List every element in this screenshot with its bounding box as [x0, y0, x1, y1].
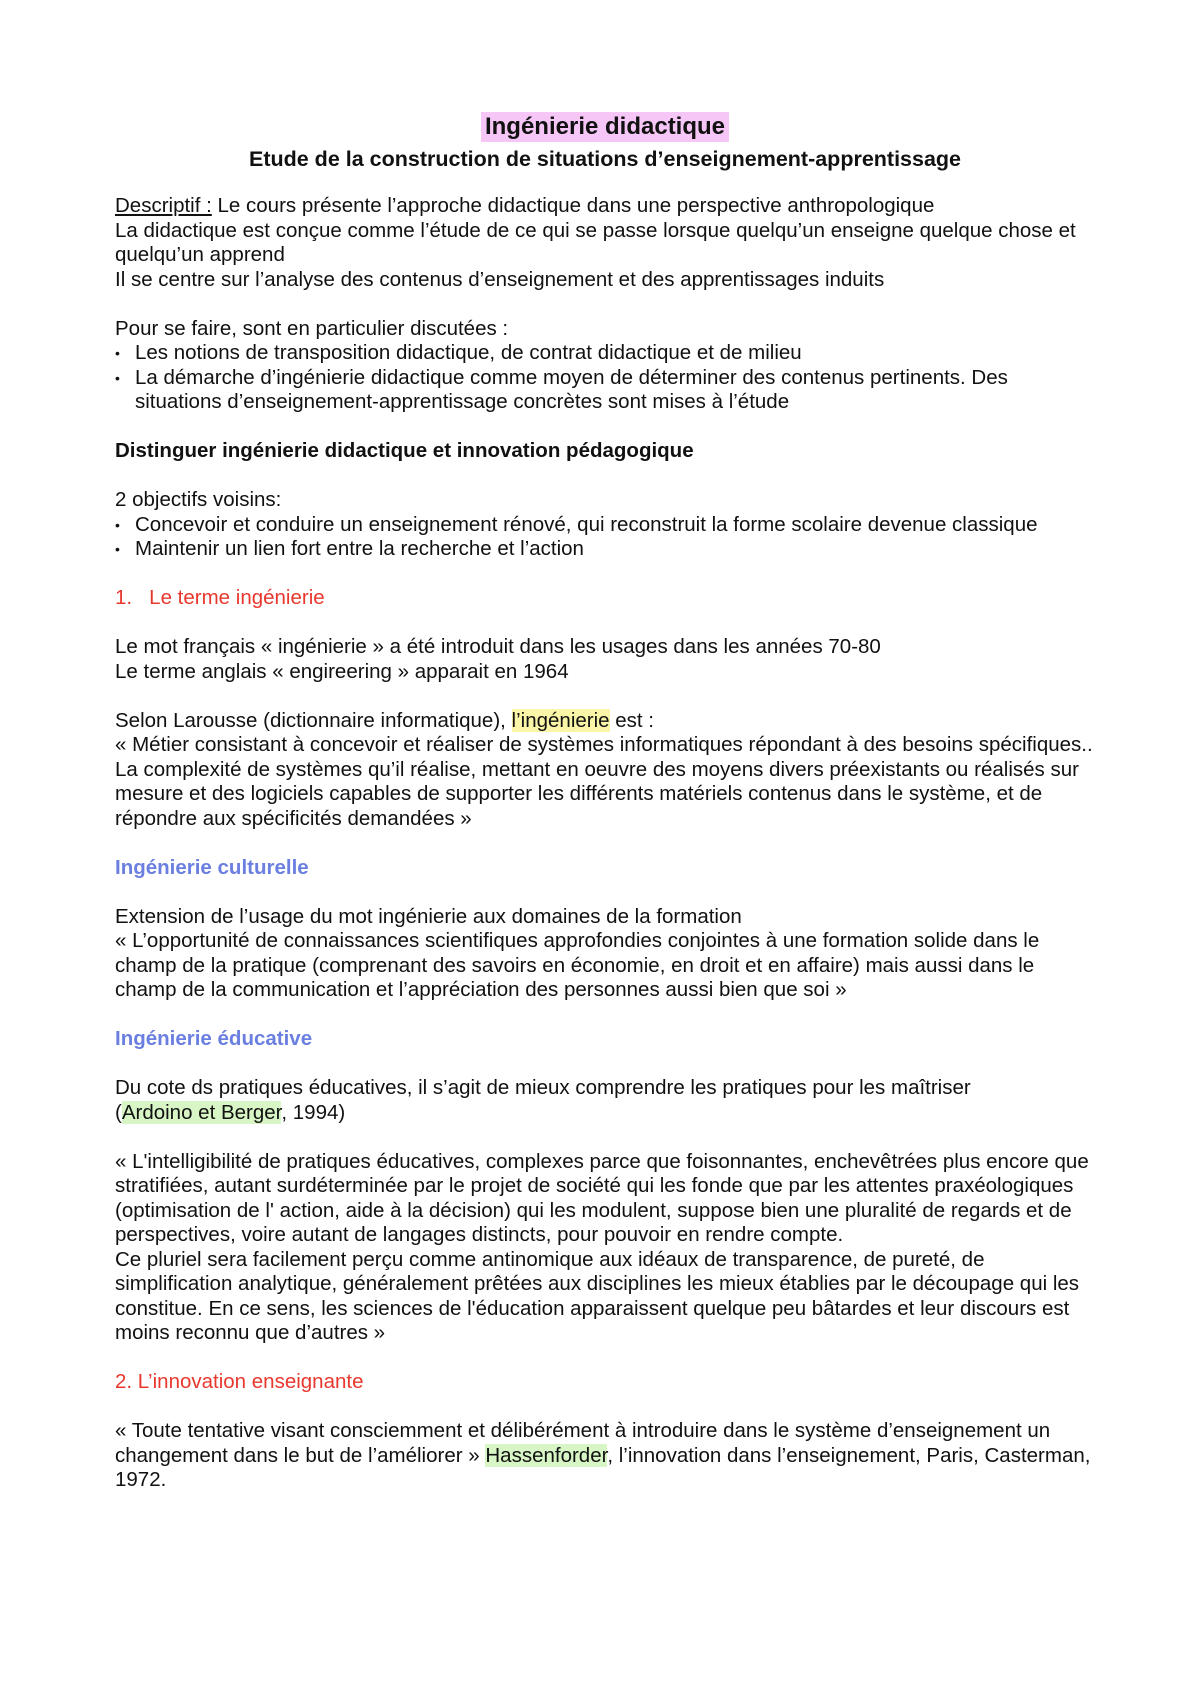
highlight-ardoino-berger: Ardoino et Berger	[121, 1100, 282, 1124]
list-item: • La démarche d’ingénierie didactique comme moyen de déterminer des contenus pertinents. Des situations d’enseignement-apprentissage concrètes sont mises à l’étude	[115, 366, 1095, 415]
list-item: • Maintenir un lien fort entre la recherche et l’action	[115, 537, 1095, 562]
culturelle-quote: « L’opportunité de connaissances scientifiques approfondies conjointes à une formation solide dans le champ de la pratique (comprenant des savoirs en économie, en droit et en affaire) mais aussi dans le champ de la communication et l’appréciation des personnes aussi bien que soi »	[115, 929, 1040, 1001]
objectives-list	[115, 513, 1095, 562]
descriptif-line-3: Il se centre sur l’analyse des contenus d’enseignement et des apprentissages induits	[115, 267, 885, 291]
document-title: Ingénierie didactique	[481, 112, 729, 142]
larousse-pre: Selon Larousse (dictionnaire informatique),	[115, 708, 512, 732]
section-1-line-2: Le terme anglais « engireering » apparait en 1964	[115, 659, 569, 683]
descriptif-line-2: La didactique est conçue comme l’étude de ce qui se passe lorsque quelqu’un enseigne quelque chose et quelqu’un apprend	[115, 218, 1076, 266]
descriptif-label: Descriptif :	[115, 194, 212, 217]
culturelle-heading: Ingénierie culturelle	[115, 855, 309, 879]
title-wrap	[115, 112, 1095, 142]
educative-quote-1: « L'intelligibilité de pratiques éducatives, complexes parce que foisonnantes, enchevêtrées plus encore que stratifiées, autant surdéterminée par le projet de société qui les fonde que par les attentes praxéologiques (optimisation de l' action, aide à la décision) qui les modulent, suppose bien une pluralité de regards et de perspectives, voire autant de langages distincts, pour pouvoir en rendre compte.	[115, 1149, 1089, 1246]
educative-line-1: Du cote ds pratiques éducatives, il s’agit de mieux comprendre les pratiques pour les maîtriser	[115, 1076, 971, 1099]
descriptif-text: Le cours présente l’approche didactique dans une perspective anthropologique	[211, 194, 935, 217]
document-content	[115, 112, 1095, 1493]
descriptif-line-1	[115, 194, 1095, 219]
cite-open: (	[115, 1100, 122, 1124]
section-2-quote-pre: « Toute tentative visant consciemment et délibérément à introduire dans le système d’enseignement un changement dans le but de l’améliorer »	[115, 1419, 1051, 1467]
culturelle-line-1: Extension de l’usage du mot ingénierie aux domaines de la formation	[115, 904, 742, 928]
section-2-heading: 2. L’innovation enseignante	[115, 1370, 364, 1393]
larousse-post: est :	[609, 708, 654, 732]
educative-citation	[115, 1101, 1095, 1126]
larousse-quote-1: « Métier consistant à concevoir et réaliser de systèmes informatiques répondant à des besoins spécifiques..	[115, 733, 1093, 756]
list-item: • Les notions de transposition didactique, de contrat didactique et de milieu	[115, 341, 1095, 366]
cite-close: , 1994)	[281, 1100, 346, 1124]
section-2-quote	[115, 1419, 1095, 1493]
educative-heading: Ingénierie éducative	[115, 1027, 313, 1050]
highlight-hassenforder: Hassenforder	[485, 1443, 608, 1467]
highlight-ingenierie: l’ingénierie	[511, 708, 610, 732]
educative-quote-2: Ce pluriel sera facilement perçu comme antinomique aux idéaux de transparence, de pureté, de simplification analytique, généralement prêtées aux disciplines les mieux établies par le découpage qui les constitue. En ce sens, les sciences de l'éducation apparaissent quelque peu bâtardes et leur discours est moins reconnu que d’autres »	[115, 1247, 1080, 1344]
section-1-line-1: Le mot français « ingénierie » a été introduit dans les usages dans les années 70-80	[115, 635, 881, 658]
document-subtitle: Etude de la construction de situations d’enseignement-apprentissage	[248, 147, 962, 171]
discussed-list	[115, 341, 1095, 415]
distinguish-intro: 2 objectifs voisins:	[115, 488, 282, 511]
list-item: • Concevoir et conduire un enseignement rénové, qui reconstruit la forme scolaire devenue classique	[115, 513, 1095, 538]
section-2-quote-post: , l’innovation dans l’enseignement, Paris, Casterman, 1972.	[115, 1443, 1091, 1491]
larousse-line	[115, 709, 1095, 734]
discussed-intro: Pour se faire, sont en particulier discutées :	[115, 316, 509, 340]
distinguish-heading: Distinguer ingénierie didactique et innovation pédagogique	[115, 439, 694, 462]
section-1-heading: 1. Le terme ingénierie	[115, 586, 325, 609]
larousse-quote-2: La complexité de systèmes qu’il réalise, mettant en oeuvre des moyens divers préexistants ou réalisés sur mesure et des logiciels capables de supporter les différents matériels contenus dans le système, et de répondre aux spécificités demandées »	[115, 757, 1079, 830]
